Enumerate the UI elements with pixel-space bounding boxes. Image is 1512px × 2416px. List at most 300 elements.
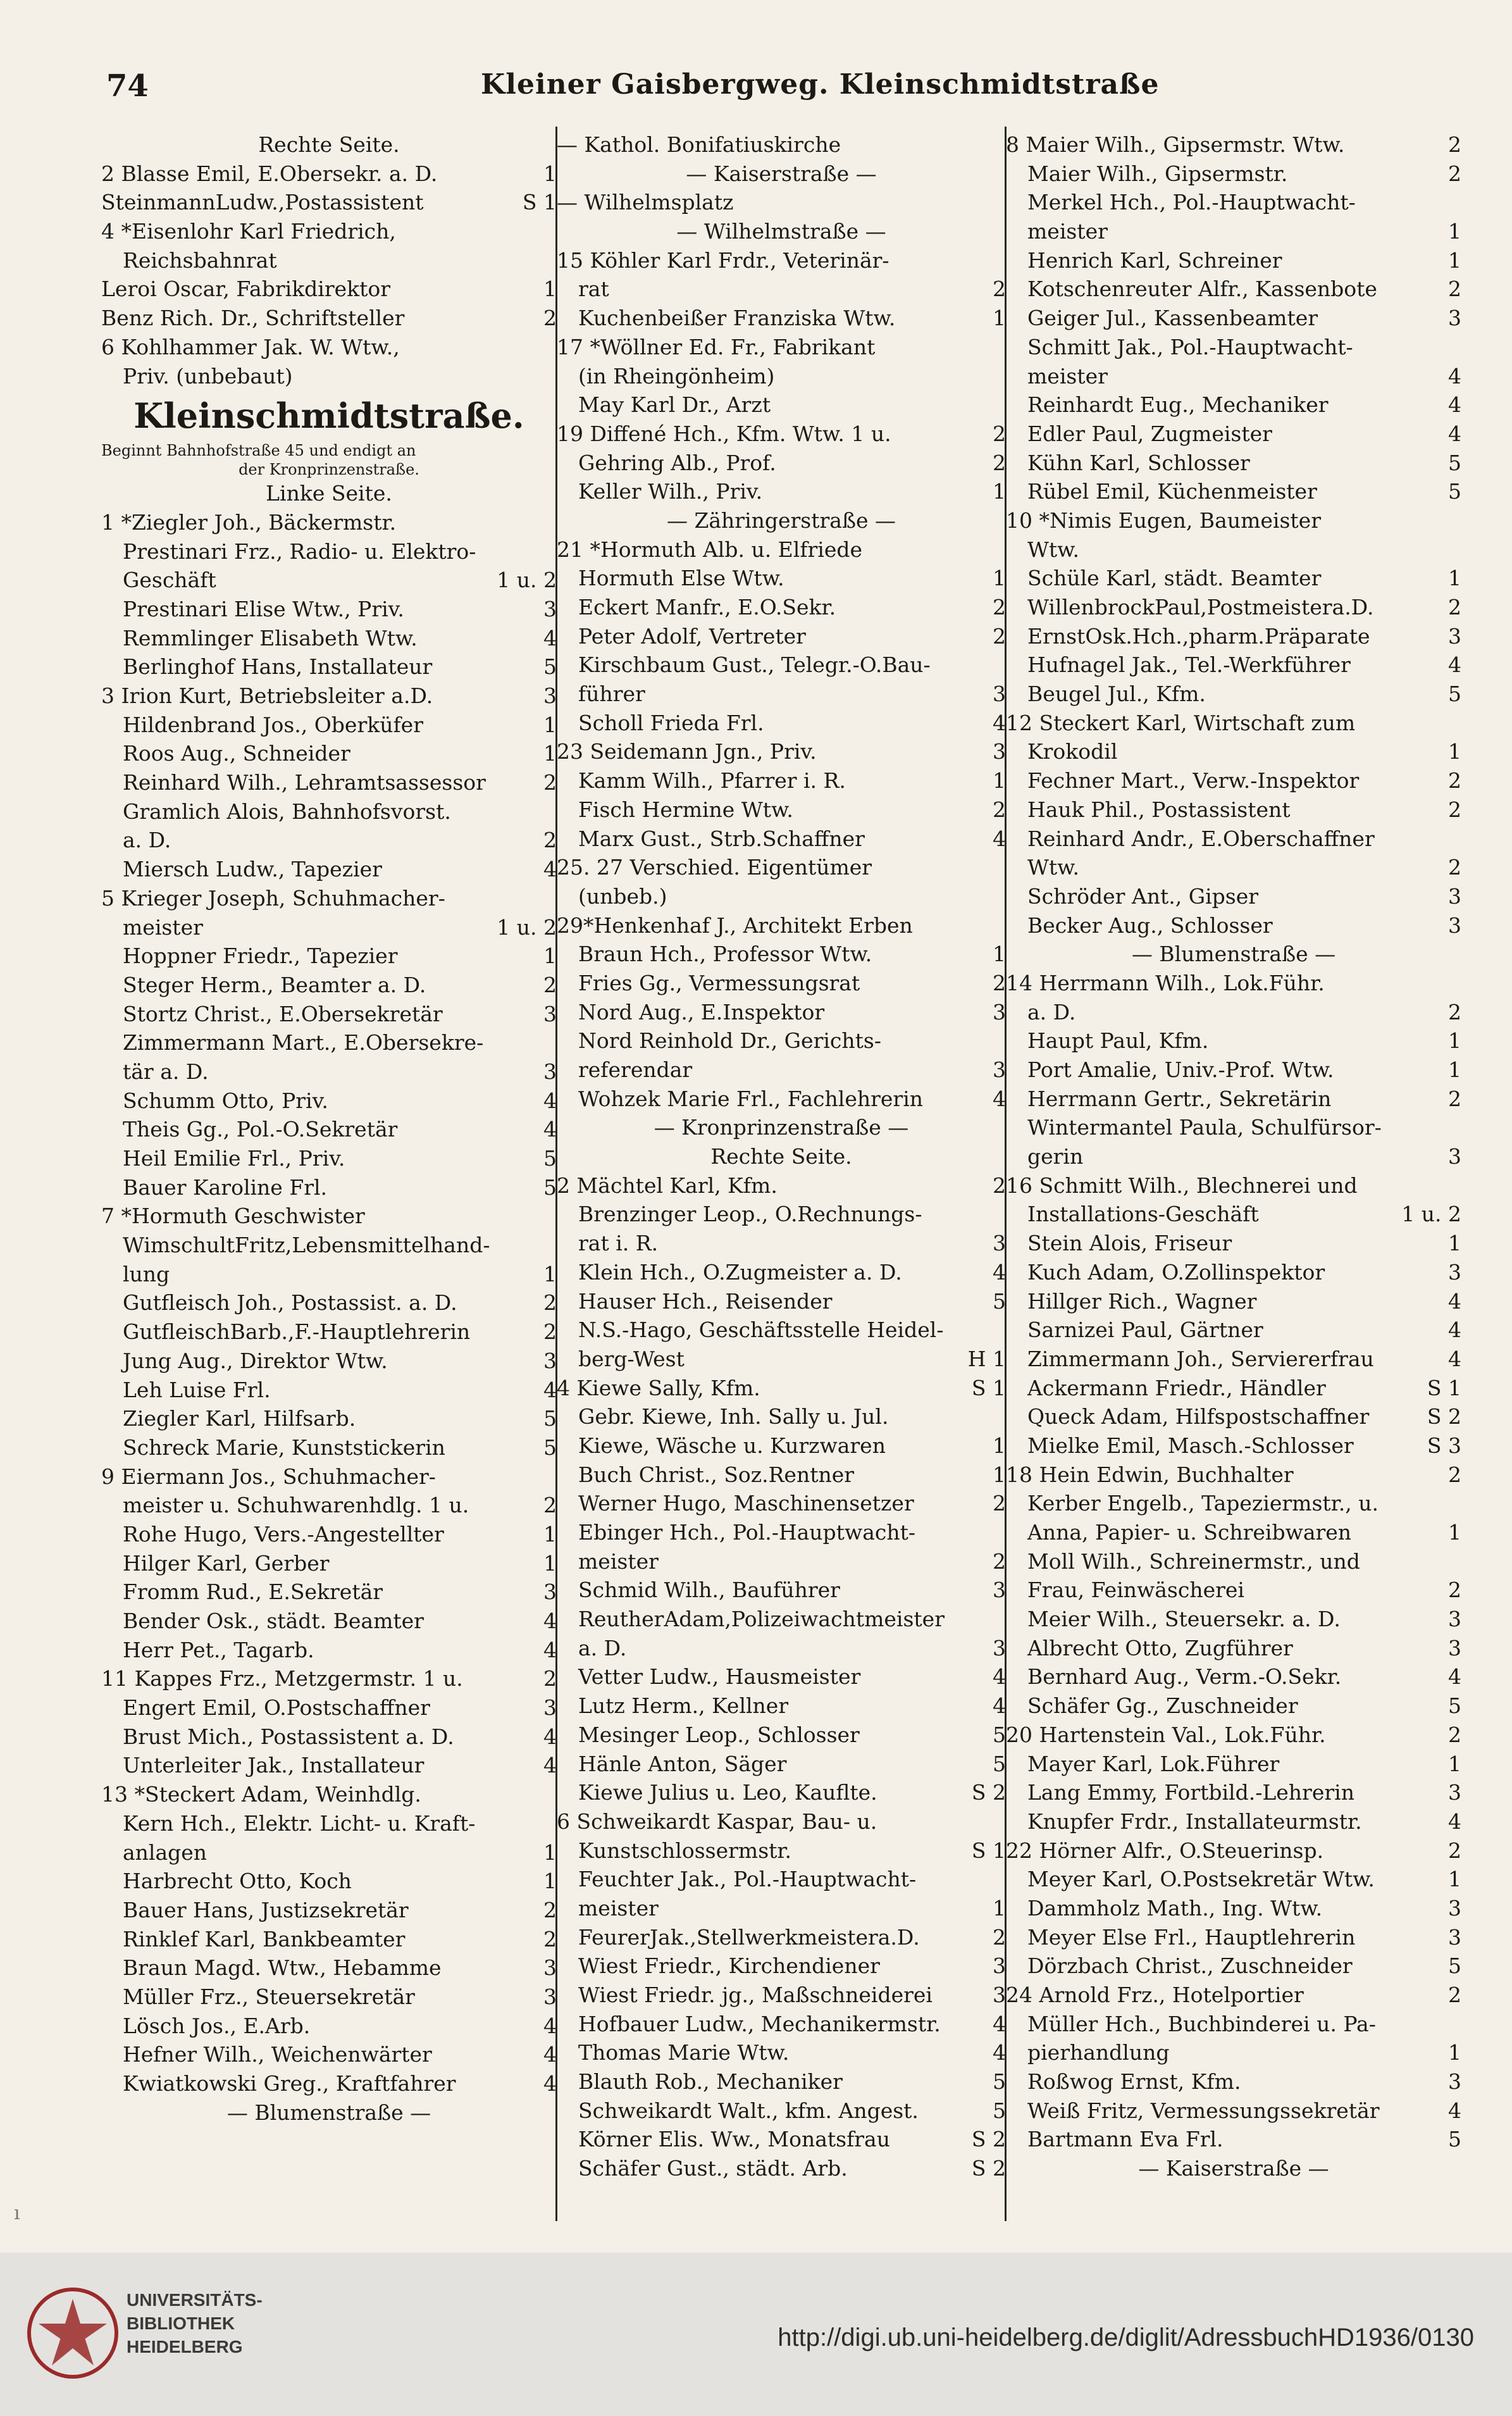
entry-text: 6 Schweikardt Kaspar, Bau- u. (557, 1809, 877, 1834)
entry-text: Lutz Herm., Kellner (578, 1693, 789, 1719)
column-left (101, 130, 557, 2212)
floor-number: 1 (1448, 566, 1461, 591)
directory-line (1006, 2010, 1461, 2039)
directory-line (557, 1142, 1006, 1171)
directory-line (557, 1778, 1006, 1807)
entry-text: Hillger Rich., Wagner (1027, 1288, 1257, 1314)
directory-line (1006, 1836, 1461, 1865)
entry-text: Dammholz Math., Ing. Wtw. (1027, 1895, 1323, 1921)
entry-text: 14 Herrmann Wilh., Lok.Führ. (1006, 970, 1325, 995)
entry-text: Zimmermann Mart., E.Obersekre- (123, 1030, 484, 1055)
entry-text: 12 Steckert Karl, Wirtschaft zum (1006, 710, 1356, 735)
floor-number: S 1 (1427, 1375, 1461, 1400)
entry-text: Müller Hch., Buchbinderei u. Pa- (1027, 2011, 1376, 2036)
floor-number: S 2 (1427, 1404, 1461, 1429)
directory-line (101, 1867, 557, 1896)
floor-number: 2 (1448, 277, 1461, 302)
floor-number: 3 (1448, 2069, 1461, 2095)
floor-number: 5 (543, 1174, 557, 1200)
directory-line (101, 1028, 557, 1057)
directory-line (101, 1347, 557, 1376)
floor-number: 1 (1448, 1867, 1461, 1892)
directory-line (557, 1518, 1006, 1547)
floor-number: 2 (993, 450, 1006, 475)
floor-number: 4 (1448, 1346, 1461, 1371)
floor-number: 2 (993, 1924, 1006, 1950)
entry-text: Miersch Ludw., Tapezier (123, 857, 382, 882)
entry-text: 6 Kohlhammer Jak. W. Wtw., (101, 334, 400, 359)
entry-text: Geiger Jul., Kassenbeamter (1027, 306, 1318, 331)
directory-line (1006, 795, 1461, 825)
directory-line (557, 304, 1006, 333)
entry-text: Reinhardt Eug., Mechaniker (1027, 392, 1329, 418)
directory-line (101, 188, 557, 217)
entry-text: Beugel Jul., Kfm. (1027, 682, 1206, 707)
entry-text: Stortz Christ., E.Obersekretär (123, 1001, 443, 1026)
directory-line (101, 1404, 557, 1433)
entry-text: führer (578, 682, 645, 707)
directory-line (101, 1607, 557, 1636)
floor-number: 2 (543, 1493, 557, 1518)
entry-text: Hauser Hch., Reisender (578, 1288, 833, 1314)
entry-text: Dörzbach Christ., Zuschneider (1027, 1953, 1353, 1979)
entry-text: Unterleiter Jak., Installateur (123, 1753, 424, 1778)
entry-text: Hauk Phil., Postassistent (1027, 797, 1291, 822)
entry-text: 20 Hartenstein Val., Lok.Führ. (1006, 1722, 1326, 1747)
floor-number: 1 (543, 943, 557, 969)
entry-text: Körner Elis. Ww., Monatsfrau (578, 2127, 890, 2152)
entry-text: 23 Seidemann Jgn., Priv. (557, 739, 817, 764)
directory-line (557, 477, 1006, 506)
floor-number: 5 (1448, 682, 1461, 707)
floor-number: 2 (543, 1319, 557, 1345)
floor-number: 3 (993, 1983, 1006, 2007)
directory-line (101, 1953, 557, 1983)
directory-line (101, 682, 557, 711)
floor-number: 4 (1448, 1288, 1461, 1314)
floor-number: 5 (1448, 479, 1461, 504)
directory-line (1006, 159, 1461, 189)
directory-line (557, 1258, 1006, 1287)
entry-text: Geschäft (123, 568, 216, 593)
entry-text: Feuchter Jak., Pol.-Hauptwacht- (578, 1867, 917, 1892)
directory-line (1006, 1431, 1461, 1460)
entry-text: 1 *Ziegler Joh., Bäckermstr. (101, 509, 397, 535)
directory-line (1006, 593, 1461, 622)
entry-text: Braun Hch., Professor Wtw. (578, 942, 872, 967)
directory-line (101, 971, 557, 1000)
entry-text: — Kaiserstraße — (686, 161, 877, 186)
directory-line (557, 2067, 1006, 2096)
entry-text: Haupt Paul, Kfm. (1027, 1028, 1209, 1054)
entry-text: Albrecht Otto, Zugführer (1027, 1635, 1293, 1660)
directory-line (1006, 477, 1461, 506)
directory-line (1006, 564, 1461, 593)
entry-text: Rechte Seite. (258, 132, 400, 157)
directory-line (1006, 1026, 1461, 1055)
floor-number: 2 (993, 1548, 1006, 1574)
directory-line (1006, 333, 1461, 362)
floor-number: 4 (543, 1637, 557, 1662)
entry-text: Zimmermann Joh., Serviererfrau (1027, 1346, 1374, 1371)
entry-text: Peter Adolf, Vertreter (578, 623, 806, 649)
directory-line (557, 1085, 1006, 1114)
directory-line (1006, 1691, 1461, 1721)
entry-text: Remmlinger Elisabeth Wtw. (123, 625, 418, 651)
entry-text: Lang Emmy, Fortbild.-Lehrerin (1027, 1780, 1354, 1805)
entry-text: Schmitt Jak., Pol.-Hauptwacht- (1027, 334, 1353, 359)
floor-number: 3 (1448, 1635, 1461, 1660)
directory-line (101, 1520, 557, 1549)
entry-text: Kiewe, Wäsche u. Kurzwaren (578, 1433, 886, 1458)
floor-number: 3 (543, 1984, 557, 2009)
floor-number: H 1 (967, 1346, 1006, 1371)
directory-line (557, 362, 1006, 391)
entry-text: meister (578, 1548, 659, 1574)
entry-text: Linke Seite. (266, 481, 392, 506)
floor-number: 2 (1448, 797, 1461, 822)
floor-number: 3 (1448, 1895, 1461, 1921)
directory-line (1006, 1142, 1461, 1171)
entry-text: 2 Mächtel Karl, Kfm. (557, 1173, 778, 1198)
floor-number: 1 (1448, 1751, 1461, 1776)
directory-line (101, 1317, 557, 1347)
directory-line (557, 2038, 1006, 2067)
floor-number: 1 (993, 768, 1006, 794)
entry-text: Kotschenreuter Alfr., Kassenbote (1027, 277, 1377, 302)
floor-number: 3 (1448, 1780, 1461, 1805)
floor-number: 4 (1448, 652, 1461, 678)
entry-text: — Kathol. Bonifatiuskirche (557, 132, 841, 157)
entry-text: Bender Osk., städt. Beamter (123, 1609, 424, 1633)
entry-text: Theis Gg., Pol.-O.Sekretär (123, 1117, 398, 1142)
entry-text: Schröder Ant., Gipser (1027, 883, 1258, 909)
floor-number: 5 (543, 1435, 557, 1460)
floor-number: 1 (993, 1462, 1006, 1487)
entry-text: Schäfer Gg., Zuschneider (1027, 1693, 1298, 1719)
directory-line (101, 1722, 557, 1752)
entry-text: Jung Aug., Direktor Wtw. (123, 1348, 388, 1373)
floor-number: 3 (993, 1578, 1006, 1603)
floor-number: 1 (993, 306, 1006, 331)
floor-number: 1 (1448, 1231, 1461, 1256)
entry-text: Fromm Rud., E.Sekretär (123, 1579, 383, 1605)
directory-line (1006, 1576, 1461, 1605)
floor-number: 4 (543, 1377, 557, 1402)
entry-text: Schäfer Gust., städt. Arb. (578, 2156, 848, 2181)
entry-text: 16 Schmitt Wilh., Blechnerei und (1006, 1173, 1358, 1198)
directory-line (557, 2154, 1006, 2183)
floor-number: 3 (993, 1057, 1006, 1082)
directory-line (101, 942, 557, 971)
floor-number: 1 (1448, 1057, 1461, 1082)
floor-number: 3 (543, 1955, 557, 1981)
floor-number: 3 (543, 1579, 557, 1605)
directory-line (557, 449, 1006, 478)
entry-text: Hänle Anton, Säger (578, 1751, 787, 1776)
entry-text: — Wilhelmsplatz (557, 190, 734, 215)
directory-line (101, 1664, 557, 1693)
entry-text: a. D. (578, 1635, 627, 1660)
entry-text: Leh Luise Frl. (123, 1377, 271, 1402)
floor-number: 1 (543, 1869, 557, 1894)
directory-line (1006, 969, 1461, 998)
floor-number: 2 (1448, 768, 1461, 794)
floor-number: 3 (543, 683, 557, 708)
directory-line (1006, 362, 1461, 391)
directory-line (557, 1200, 1006, 1229)
entry-text: Kleinschmidtstraße. (133, 395, 524, 437)
floor-number: 4 (1448, 363, 1461, 389)
directory-line (1006, 390, 1461, 420)
entry-text: Leroi Oscar, Fabrikdirektor (101, 277, 391, 302)
directory-line (101, 1780, 557, 1809)
directory-line (557, 1662, 1006, 1691)
directory-line (1006, 1662, 1461, 1691)
floor-number: 2 (1448, 1086, 1461, 1111)
entry-text: Port Amalie, Univ.-Prof. Wtw. (1027, 1057, 1334, 1082)
entry-text: 10 *Nimis Eugen, Baumeister (1006, 507, 1321, 533)
entry-text: Kunstschlossermstr. (578, 1838, 792, 1863)
directory-line (101, 2069, 557, 2098)
directory-line (557, 1547, 1006, 1576)
entry-text: Henrich Karl, Schreiner (1027, 247, 1282, 273)
directory-line (557, 911, 1006, 940)
directory-line (1006, 1345, 1461, 1374)
entry-text: 9 Eiermann Jos., Schuhmacher- (101, 1464, 436, 1489)
library-name (127, 2288, 263, 2358)
directory-line (557, 1402, 1006, 1431)
entry-text: Schüle Karl, städt. Beamter (1027, 566, 1322, 591)
floor-number: S 3 (1427, 1433, 1461, 1458)
directory-line (1006, 1894, 1461, 1923)
directory-line (101, 768, 557, 797)
floor-number: 2 (993, 1173, 1006, 1198)
entry-text: Reichsbahnrat (123, 247, 277, 273)
entry-text: Marx Gust., Strb.Schaffner (578, 826, 865, 851)
directory-line (557, 1894, 1006, 1923)
entry-text: Vetter Ludw., Hausmeister (578, 1664, 861, 1690)
directory-line (1006, 1460, 1461, 1490)
directory-line (557, 246, 1006, 275)
floor-number: 2 (1448, 1722, 1461, 1747)
directory-line (1006, 1229, 1461, 1258)
library-logo-icon (25, 2286, 120, 2381)
entry-text: Roos Aug., Schneider (123, 741, 350, 766)
entry-text: 8 Maier Wilh., Gipsermstr. Wtw. (1006, 132, 1345, 157)
entry-text: Ziegler Karl, Hilfsarb. (123, 1406, 356, 1431)
floor-number: 2 (993, 595, 1006, 620)
entry-text: Prestinari Elise Wtw., Priv. (123, 596, 404, 621)
floor-number: 1 u. 2 (497, 568, 557, 593)
floor-number: S 2 (971, 1780, 1006, 1805)
floor-number: S 2 (971, 2127, 1006, 2152)
directory-line (557, 1287, 1006, 1316)
directory-line (557, 622, 1006, 651)
directory-line (101, 1000, 557, 1029)
entry-text: Edler Paul, Zugmeister (1027, 421, 1272, 446)
directory-line (557, 940, 1006, 969)
floor-number: 2 (1448, 999, 1461, 1024)
entry-text: Hofbauer Ludw., Mechanikermstr. (578, 2011, 941, 2036)
floor-number: 1 (543, 277, 557, 302)
directory-line (101, 624, 557, 653)
directory-line (1006, 1258, 1461, 1287)
floor-number: 4 (993, 1664, 1006, 1690)
directory-line (557, 159, 1006, 189)
floor-number: 4 (993, 1693, 1006, 1719)
directory-line (101, 2040, 557, 2069)
floor-number: 1 (543, 1521, 557, 1547)
directory-line (557, 709, 1006, 738)
floor-number: 4 (543, 1609, 557, 1633)
floor-number: 2 (993, 797, 1006, 822)
floor-number: 2 (543, 1666, 557, 1691)
entry-text: Mielke Emil, Masch.-Schlosser (1027, 1433, 1354, 1458)
entry-text: WillenbrockPaul,Postmeistera.D. (1027, 595, 1374, 620)
directory-line (557, 795, 1006, 825)
floor-number: 5 (993, 1751, 1006, 1776)
entry-text: Rohe Hugo, Vers.-Angestellter (123, 1521, 444, 1547)
entry-text: Engert Emil, O.Postschaffner (123, 1695, 430, 1721)
directory-line (101, 1838, 557, 1867)
directory-line (101, 566, 557, 595)
directory-line (101, 1202, 557, 1231)
entry-text: Mayer Karl, Lok.Führer (1027, 1751, 1280, 1776)
entry-text: Herrmann Gertr., Sekretärin (1027, 1086, 1332, 1111)
column-right (1006, 130, 1461, 2212)
directory-line (101, 537, 557, 566)
directory-line (101, 797, 557, 826)
floor-number: 4 (1448, 2098, 1461, 2123)
directory-line (101, 884, 557, 913)
entry-text: SteinmannLudw.,Postassistent (101, 190, 424, 215)
entry-text: Fisch Hermine Wtw. (578, 797, 793, 822)
directory-line (101, 1433, 557, 1462)
entry-text: Schweikardt Walt., kfm. Angest. (578, 2098, 919, 2123)
directory-line (557, 1981, 1006, 2010)
entry-text: Installations-Geschäft (1027, 1202, 1259, 1227)
margin-mark: ı (14, 2202, 20, 2224)
entry-text: 15 Köhler Karl Frdr., Veterinär- (557, 247, 889, 273)
directory-line (1006, 420, 1461, 449)
directory-line (1006, 911, 1461, 940)
floor-number: 4 (993, 2011, 1006, 2036)
floor-number: 3 (543, 1695, 557, 1721)
floor-number: 5 (543, 1406, 557, 1431)
directory-line (1006, 1547, 1461, 1576)
floor-number: 2 (1448, 595, 1461, 620)
entry-text: 17 *Wöllner Ed. Fr., Fabrikant (557, 334, 876, 359)
directory-line (1006, 1981, 1461, 2010)
directory-line (1006, 825, 1461, 854)
entry-text: Becker Aug., Schlosser (1027, 912, 1273, 938)
floor-number: 1 (993, 942, 1006, 967)
floor-number: S 1 (971, 1375, 1006, 1400)
entry-text: — Zähringerstraße — (666, 507, 896, 533)
directory-line (1006, 1865, 1461, 1894)
floor-number: 1 (1448, 247, 1461, 273)
directory-line (557, 390, 1006, 420)
directory-line (101, 1896, 557, 1925)
floor-number: 1 (1448, 2040, 1461, 2065)
directory-line (1006, 940, 1461, 969)
directory-line (557, 1634, 1006, 1663)
floor-number: 1 (1448, 1028, 1461, 1054)
floor-number: 3 (543, 1348, 557, 1373)
entry-text: meister (1027, 219, 1108, 244)
entry-text: Kiewe Julius u. Leo, Kauflte. (578, 1780, 877, 1805)
floor-number: 3 (993, 1635, 1006, 1660)
entry-text: Fries Gg., Vermessungsrat (578, 970, 860, 995)
directory-line (557, 766, 1006, 795)
entry-text: Bauer Karoline Frl. (123, 1174, 328, 1200)
directory-line (1006, 246, 1461, 275)
entry-text: 13 *Steckert Adam, Weinhdlg. (101, 1782, 421, 1807)
entry-text: — Blumenstraße — (226, 2100, 431, 2125)
entry-text: Wtw. (1027, 537, 1080, 562)
floor-number: 4 (1448, 392, 1461, 418)
directory-line (557, 1026, 1006, 1055)
directory-line (101, 1376, 557, 1405)
entry-text: Beginnt Bahnhofstraße 45 und endigt an (101, 442, 416, 460)
entry-text: Knupfer Frdr., Installateurmstr. (1027, 1809, 1362, 1834)
directory-line (557, 1374, 1006, 1403)
entry-text: Meyer Karl, O.Postsekretär Wtw. (1027, 1867, 1375, 1892)
entry-text: 19 Diffené Hch., Kfm. Wtw. 1 u. (557, 421, 891, 446)
directory-line (1006, 275, 1461, 304)
directory-line (1006, 1402, 1461, 1431)
floor-number: 3 (993, 1953, 1006, 1979)
directory-line (101, 595, 557, 624)
entry-text: Braun Magd. Wtw., Hebamme (123, 1955, 442, 1981)
entry-text: FeurerJak.,Stellwerkmeistera.D. (578, 1924, 920, 1950)
entry-text: Wiest Friedr., Kirchendiener (578, 1953, 880, 1979)
floor-number: 3 (1448, 1259, 1461, 1285)
source-url[interactable]: http://digi.ub.uni-heidelberg.de/diglit/AdressbuchHD1936/0130 (778, 2324, 1474, 2351)
directory-line (101, 275, 557, 304)
floor-number: 2 (1448, 1462, 1461, 1487)
directory-line (557, 1807, 1006, 1836)
directory-line (557, 1171, 1006, 1200)
floor-number: 3 (993, 1231, 1006, 1256)
floor-number: 3 (543, 1059, 557, 1084)
entry-text: Blauth Rob., Mechaniker (578, 2069, 843, 2095)
floor-number: 5 (993, 2098, 1006, 2123)
floor-number: 2 (1448, 161, 1461, 186)
directory-line (1006, 882, 1461, 911)
entry-text: Wohzek Marie Frl., Fachlehrerin (578, 1086, 923, 1111)
directory-line (1006, 188, 1461, 217)
column-middle (557, 130, 1006, 2212)
directory-line (557, 593, 1006, 622)
floor-number: 3 (543, 1001, 557, 1026)
entry-text: Brenzinger Leop., O.Rechnungs- (578, 1202, 922, 1227)
directory-line (1006, 2125, 1461, 2154)
entry-text: (in Rheingönheim) (578, 363, 775, 389)
entry-text: Wtw. (1027, 855, 1080, 880)
floor-number: 4 (543, 1753, 557, 1778)
entry-text: Reinhard Wilh., Lehramtsassessor (123, 770, 486, 795)
entry-text: GutfleischBarb.,F.-Hauptlehrerin (123, 1319, 471, 1345)
floor-number: 5 (1448, 1953, 1461, 1979)
directory-line (101, 508, 557, 537)
directory-line (1006, 1489, 1461, 1518)
entry-text: Thomas Marie Wtw. (578, 2040, 790, 2065)
directory-line (101, 652, 557, 682)
entry-text: Reinhard Andr., E.Oberschaffner (1027, 826, 1375, 851)
directory-line (557, 1836, 1006, 1865)
